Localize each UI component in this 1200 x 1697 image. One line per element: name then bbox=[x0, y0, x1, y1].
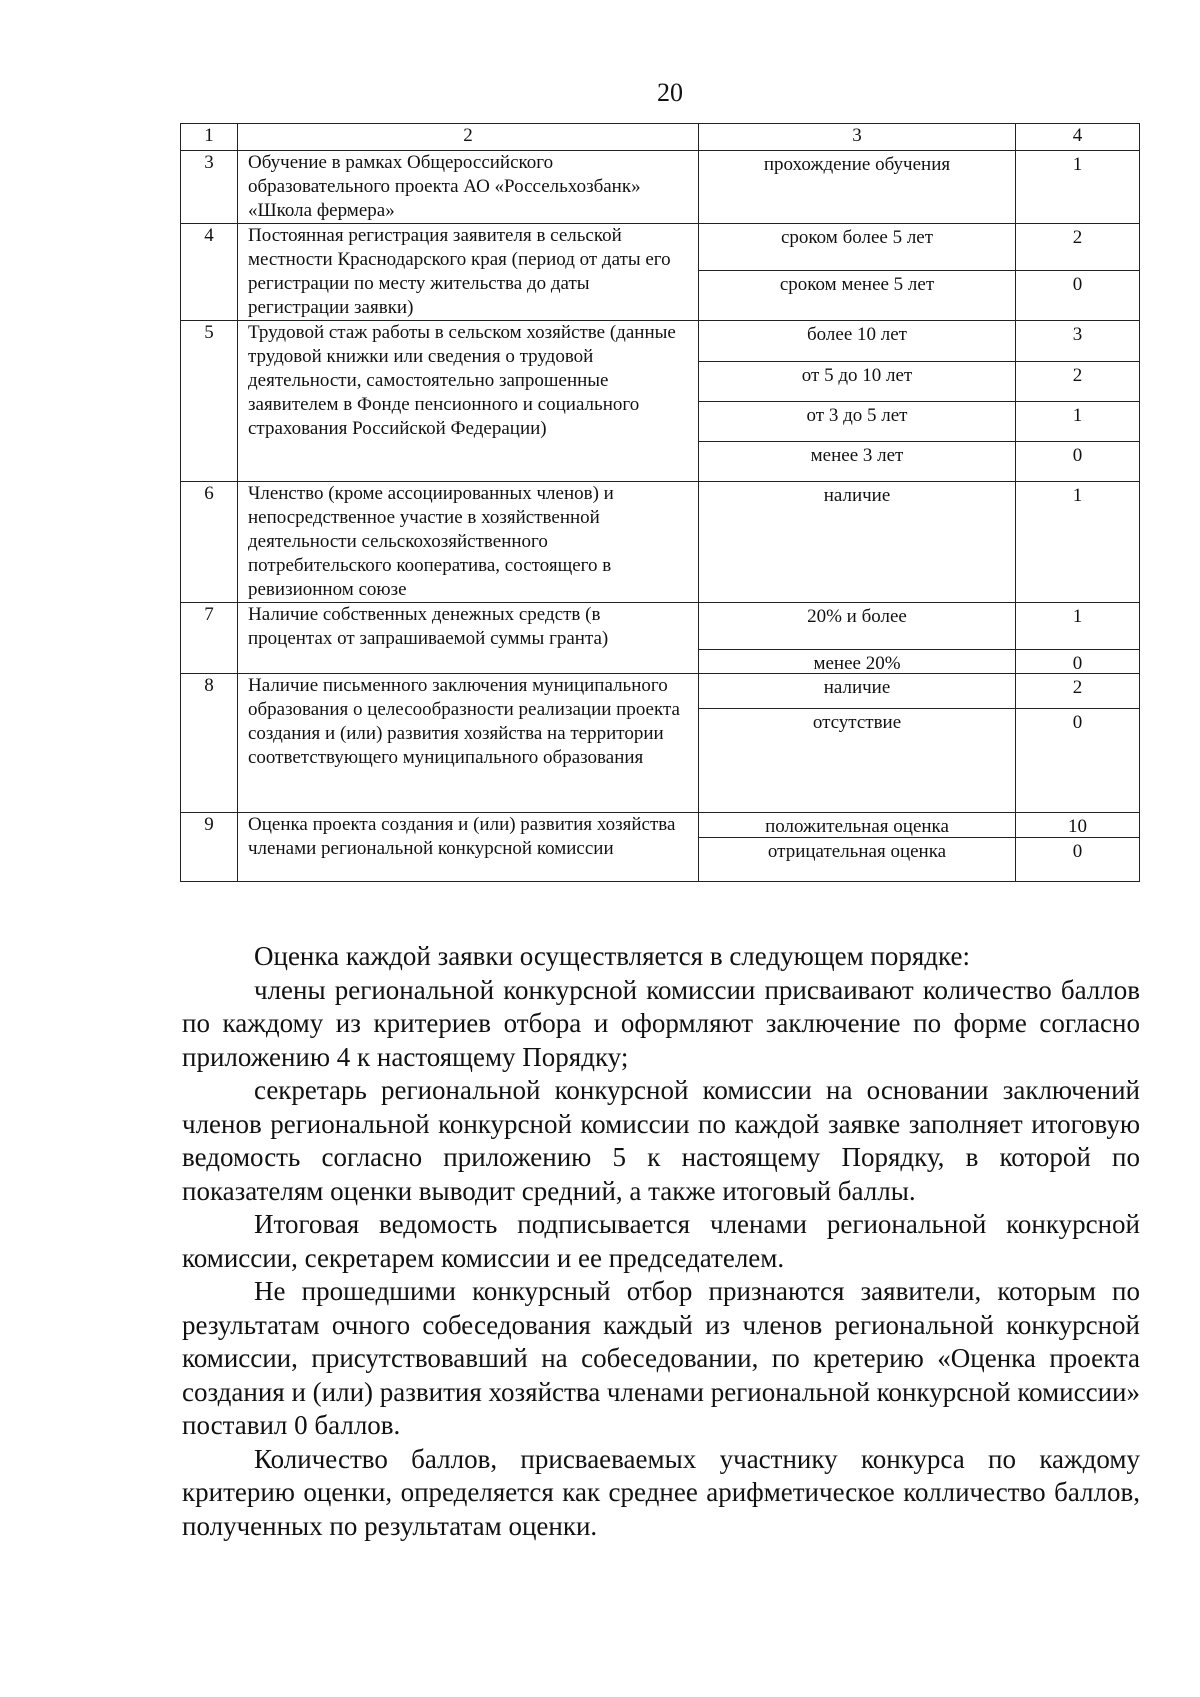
criterion-text: Наличие письменного заключения муниципального образования о целесообразности реализации проекта создания и (или) развития хозяйства на территории соответствующего муниципального образования bbox=[238, 674, 699, 813]
option-points-value: 1 bbox=[1072, 485, 1083, 506]
option-points-value: 0 bbox=[1016, 270, 1139, 316]
option-values bbox=[699, 603, 1016, 674]
row-number: 9 bbox=[181, 813, 238, 882]
criteria-table bbox=[180, 123, 1140, 882]
criterion-text: Постоянная регистрация заявителя в сельской местности Краснодарского края (период от даты его регистрации по месту жительства до даты регистрации заявки) bbox=[238, 224, 699, 321]
table-row bbox=[181, 674, 1140, 813]
option-value: наличие bbox=[823, 485, 891, 506]
option-value: отсутствие bbox=[699, 708, 1015, 812]
option-points-value: 2 bbox=[1016, 361, 1139, 401]
table-row bbox=[181, 603, 1140, 674]
row-number: 5 bbox=[181, 321, 238, 482]
option-points-value: 0 bbox=[1016, 708, 1139, 812]
criterion-text: Оценка проекта создания и (или) развития хозяйства членами региональной конкурсной комиссии bbox=[238, 813, 699, 882]
option-values bbox=[699, 813, 1016, 882]
option-values bbox=[699, 674, 1016, 813]
option-value: сроком более 5 лет bbox=[780, 227, 934, 248]
table-row bbox=[181, 321, 1140, 482]
option-points-value: 0 bbox=[1016, 837, 1139, 881]
body-text bbox=[182, 940, 1140, 1543]
table-row bbox=[181, 482, 1140, 603]
option-points-value: 1 bbox=[1072, 154, 1083, 175]
header-cell-2: 2 bbox=[238, 124, 699, 151]
row-number: 3 bbox=[181, 151, 238, 224]
header-cell-3: 3 bbox=[699, 124, 1016, 151]
option-value: менее 3 лет bbox=[699, 441, 1015, 481]
option-points-value: 2 bbox=[1072, 227, 1083, 248]
option-value: менее 20% bbox=[699, 649, 1015, 673]
option-value: сроком менее 5 лет bbox=[699, 270, 1015, 316]
paragraph: Оценка каждой заявки осуществляется в следующем порядке: bbox=[254, 941, 970, 971]
criterion-text: Наличие собственных денежных средств (в процентах от запрашиваемой суммы гранта) bbox=[238, 603, 699, 674]
criterion-text: Обучение в рамках Общероссийского образовательного проекта АО «Россельхозбанк» «Школа фермера» bbox=[238, 151, 699, 224]
option-points-value: 10 bbox=[1068, 816, 1087, 837]
option-value: прохождение обучения bbox=[763, 154, 951, 175]
option-value: наличие bbox=[823, 677, 891, 698]
option-values bbox=[699, 321, 1016, 482]
option-points bbox=[1016, 482, 1140, 603]
row-number: 6 bbox=[181, 482, 238, 603]
option-values bbox=[699, 224, 1016, 321]
row-number: 8 bbox=[181, 674, 238, 813]
header-cell-4: 4 bbox=[1016, 124, 1140, 151]
paragraph: Количество баллов, присваеваемых участнику конкурса по каждому критерию оценки, определяется как среднее арифметическое колличество баллов, полученных по результатам оценки. bbox=[182, 1443, 1140, 1541]
option-points-value: 0 bbox=[1016, 441, 1139, 481]
option-values bbox=[699, 482, 1016, 603]
option-points-value: 0 bbox=[1016, 649, 1139, 673]
option-value: 20% и более bbox=[807, 606, 907, 627]
option-value: положительная оценка bbox=[765, 816, 949, 837]
table-row bbox=[181, 224, 1140, 321]
criteria-table-body bbox=[181, 124, 1140, 882]
page-number: 20 bbox=[657, 78, 683, 107]
option-values bbox=[699, 151, 1016, 224]
table-header-row bbox=[181, 124, 1140, 151]
option-points bbox=[1016, 321, 1140, 482]
paragraph: члены региональной конкурсной комиссии присваивают количество баллов по каждому из критериев отбора и оформляют заключение по форме согласно приложению 4 к настоящему Порядку; bbox=[182, 974, 1140, 1072]
option-points bbox=[1016, 813, 1140, 882]
criterion-text: Трудовой стаж работы в сельском хозяйстве (данные трудовой книжки или сведения о трудовой деятельности, самостоятельно запрошенные заявителем в Фонде пенсионного и социального страхования Российской Федерации) bbox=[238, 321, 699, 482]
paragraph: Итоговая ведомость подписывается членами региональной конкурсной комиссии, секретарем комиссии и ее председателем. bbox=[182, 1209, 1140, 1273]
option-value: отрицательная оценка bbox=[699, 837, 1015, 881]
table-row bbox=[181, 813, 1140, 882]
header-cell-1: 1 bbox=[181, 124, 238, 151]
criterion-text: Членство (кроме ассоциированных членов) и непосредственное участие в хозяйственной деятельности сельскохозяйственного потребительского кооператива, состоящего в ревизионном союзе bbox=[238, 482, 699, 603]
option-points bbox=[1016, 151, 1140, 224]
option-points-value: 2 bbox=[1072, 677, 1083, 698]
paragraph: Не прошедшими конкурсный отбор признаются заявители, которым по результатам очного собеседования каждый из членов региональной конкурсной комиссии, присутствовавший на собеседовании, по кретерию «Оценка проекта создания и (или) развития хозяйства членами региональной конкурсной комиссии» поставил 0 баллов. bbox=[182, 1276, 1140, 1440]
option-points bbox=[1016, 603, 1140, 674]
option-points bbox=[1016, 224, 1140, 321]
option-points bbox=[1016, 674, 1140, 813]
table-row bbox=[181, 151, 1140, 224]
option-points-value: 1 bbox=[1072, 606, 1083, 627]
option-value: от 5 до 10 лет bbox=[699, 361, 1015, 401]
option-value: более 10 лет bbox=[807, 324, 907, 345]
row-number: 4 bbox=[181, 224, 238, 321]
row-number: 7 bbox=[181, 603, 238, 674]
option-points-value: 3 bbox=[1072, 324, 1083, 345]
option-value: от 3 до 5 лет bbox=[699, 401, 1015, 441]
paragraph: секретарь региональной конкурсной комиссии на основании заключений членов региональной конкурсной комиссии по каждой заявке заполняет итоговую ведомость согласно приложению 5 к настоящему Порядку, в которой по показателям оценки выводит средний, а также итоговый баллы. bbox=[182, 1075, 1140, 1206]
option-points-value: 1 bbox=[1016, 401, 1139, 441]
